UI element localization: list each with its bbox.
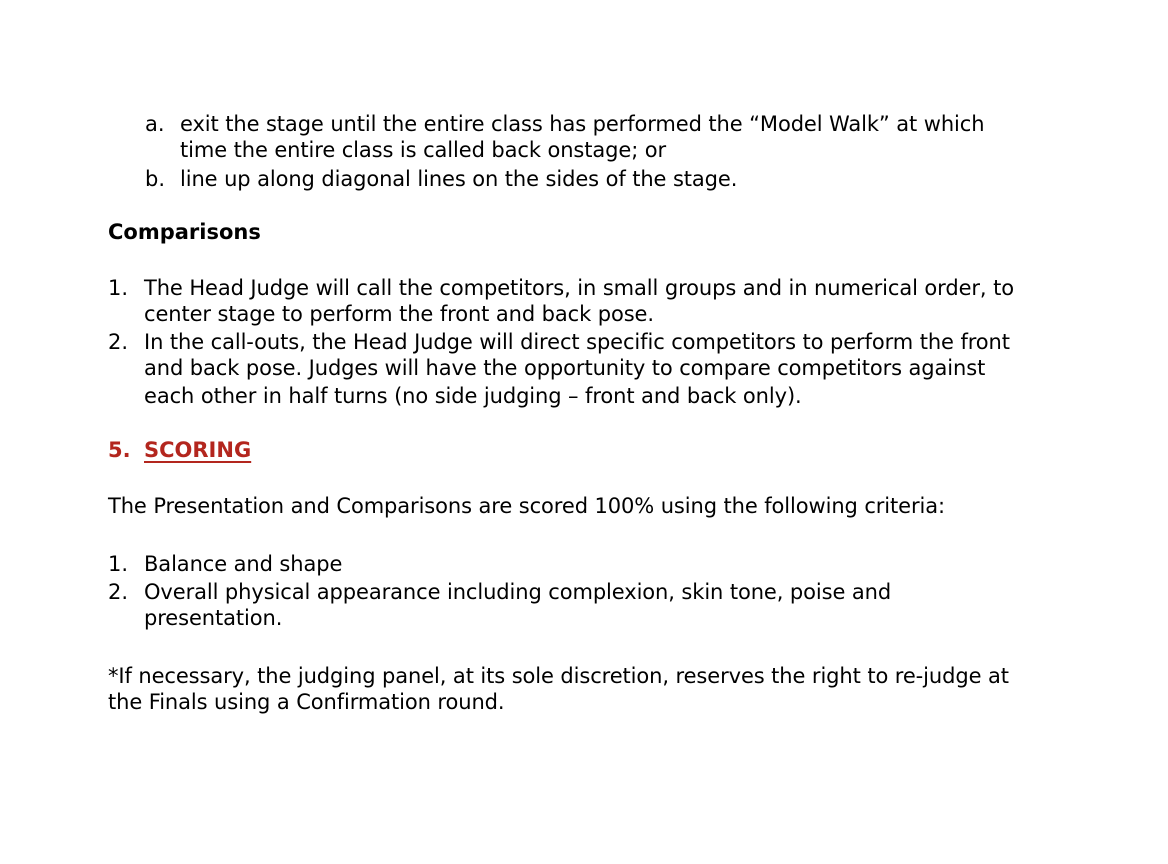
scoring-section-number: 5. (108, 438, 131, 462)
comparisons-heading: Comparisons (108, 220, 261, 244)
comparisons-marker-2: 2. (108, 330, 129, 354)
scoring-item-1-line-1: Balance and shape (144, 552, 343, 576)
sublist-marker-a: a. (145, 112, 165, 136)
comparisons-marker-1: 1. (108, 276, 129, 300)
scoring-item-2-line-1: Overall physical appearance including complexion, skin tone, poise and (144, 580, 892, 604)
comparisons-item-2-line-1: In the call-outs, the Head Judge will direct specific competitors to perform the front (144, 330, 1010, 354)
sublist-marker-b: b. (145, 167, 166, 191)
scoring-note-line-2: the Finals using a Confirmation round. (108, 690, 505, 714)
sublist-item-a-line-2: time the entire class is called back onstage; or (180, 138, 667, 162)
sublist-item-b-line-1: line up along diagonal lines on the sides of the stage. (180, 167, 738, 191)
scoring-item-2-line-2: presentation. (144, 606, 283, 630)
scoring-marker-2: 2. (108, 580, 129, 604)
comparisons-item-2-line-3: each other in half turns (no side judging – front and back only). (144, 384, 802, 408)
scoring-marker-1: 1. (108, 552, 129, 576)
comparisons-item-1-line-1: The Head Judge will call the competitors, in small groups and in numerical order, to (144, 276, 1014, 300)
sublist-item-a-line-1: exit the stage until the entire class has performed the “Model Walk” at which (180, 112, 985, 136)
comparisons-item-1-line-2: center stage to perform the front and back pose. (144, 302, 654, 326)
scoring-section-title: SCORING (144, 438, 252, 462)
comparisons-item-2-line-2: and back pose. Judges will have the opportunity to compare competitors against (144, 356, 986, 380)
scoring-note-line-1: *If necessary, the judging panel, at its sole discretion, reserves the right to re-judge at (108, 664, 1009, 688)
scoring-intro: The Presentation and Comparisons are scored 100% using the following criteria: (108, 494, 946, 518)
